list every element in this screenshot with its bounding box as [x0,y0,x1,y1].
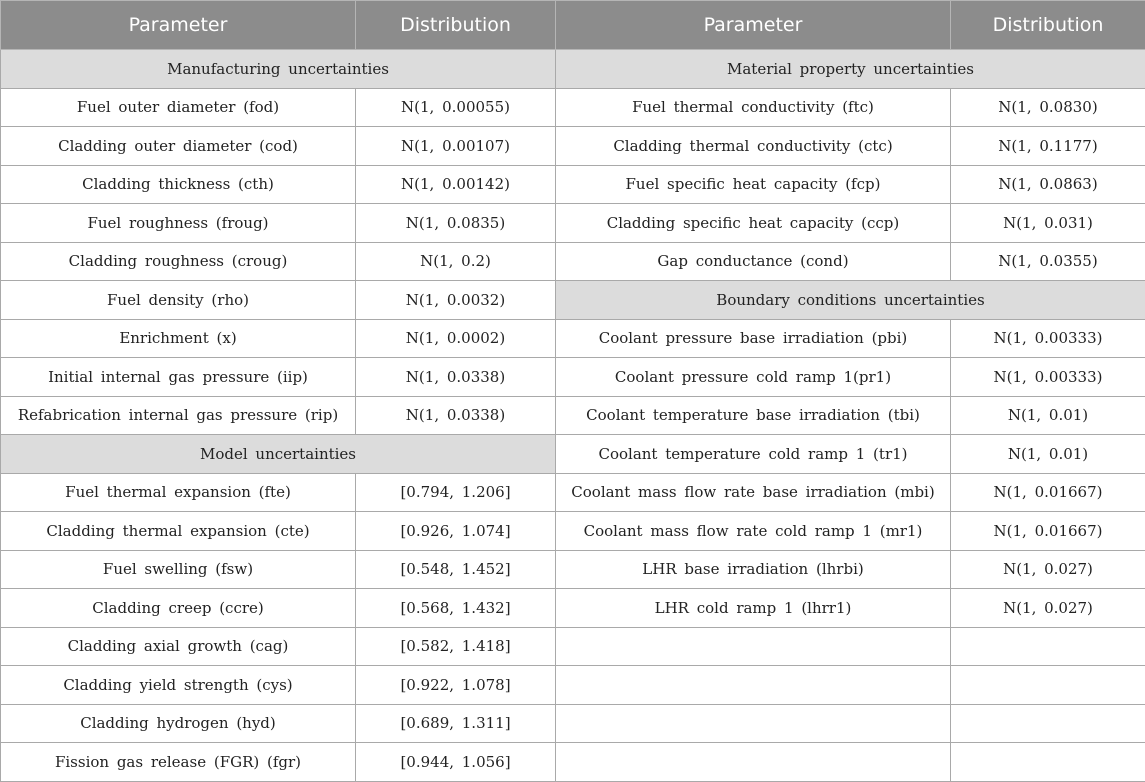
distribution-cell: N(1, 0.0338) [356,358,556,397]
table-row [1,704,1145,743]
distribution-cell: N(1, 0.00333) [951,319,1145,358]
table-row [1,281,1145,320]
parameter-cell: Cladding creep (ccre) [1,589,356,628]
table-row [1,396,1145,435]
empty-cell [951,704,1145,743]
parameter-cell: Gap conductance (cond) [556,242,951,281]
parameter-cell: Cladding hydrogen (hyd) [1,704,356,743]
distribution-cell: N(1, 0.00055) [356,88,556,127]
table-row [1,88,1145,127]
parameter-cell: Cladding yield strength (cys) [1,666,356,705]
header-parameter-left: Parameter [1,1,356,50]
parameter-cell: Cladding outer diameter (cod) [1,127,356,166]
parameter-cell: Cladding roughness (croug) [1,242,356,281]
table-row [1,127,1145,166]
distribution-cell: N(1, 0.00142) [356,165,556,204]
section-boundary: Boundary conditions uncertainties [556,281,1145,320]
parameter-cell: Fuel specific heat capacity (fcp) [556,165,951,204]
parameter-cell: Cladding thermal conductivity (ctc) [556,127,951,166]
parameter-cell: Coolant mass flow rate cold ramp 1 (mr1) [556,512,951,551]
section-manufacturing: Manufacturing uncertainties [1,50,556,89]
distribution-cell: N(1, 0.0338) [356,396,556,435]
table-row [1,242,1145,281]
distribution-cell: N(1, 0.0002) [356,319,556,358]
distribution-cell: N(1, 0.0863) [951,165,1145,204]
table-row [1,358,1145,397]
distribution-cell: [0.926, 1.074] [356,512,556,551]
empty-cell [556,704,951,743]
table-row [1,589,1145,628]
table-row [1,50,1145,89]
table-row [1,627,1145,666]
parameter-cell: LHR base irradiation (lhrbi) [556,550,951,589]
distribution-cell: N(1, 0.027) [951,550,1145,589]
table-row [1,204,1145,243]
parameter-cell: Fuel outer diameter (fod) [1,88,356,127]
section-model: Model uncertainties [1,435,556,474]
parameter-cell: Refabrication internal gas pressure (rip) [1,396,356,435]
distribution-cell: N(1, 0.027) [951,589,1145,628]
table-row [1,435,1145,474]
parameter-cell: LHR cold ramp 1 (lhrr1) [556,589,951,628]
distribution-cell: N(1, 0.0830) [951,88,1145,127]
parameter-cell: Coolant pressure cold ramp 1(pr1) [556,358,951,397]
distribution-cell: N(1, 0.0032) [356,281,556,320]
parameter-cell: Fission gas release (FGR) (fgr) [1,743,356,782]
empty-cell [951,666,1145,705]
parameter-cell: Enrichment (x) [1,319,356,358]
distribution-cell: [0.582, 1.418] [356,627,556,666]
parameter-cell: Fuel roughness (froug) [1,204,356,243]
distribution-cell: N(1, 0.0835) [356,204,556,243]
parameter-cell: Fuel thermal expansion (fte) [1,473,356,512]
table-row [1,512,1145,551]
parameter-cell: Coolant pressure base irradiation (pbi) [556,319,951,358]
header-row [1,1,1145,50]
parameter-cell: Cladding axial growth (cag) [1,627,356,666]
empty-cell [951,743,1145,782]
distribution-cell: N(1, 0.031) [951,204,1145,243]
distribution-cell: N(1, 0.01667) [951,512,1145,551]
table-row [1,319,1145,358]
empty-cell [556,627,951,666]
distribution-cell: N(1, 0.00333) [951,358,1145,397]
table-row [1,473,1145,512]
parameter-cell: Cladding thermal expansion (cte) [1,512,356,551]
table-row [1,743,1145,782]
empty-cell [556,743,951,782]
empty-cell [951,627,1145,666]
distribution-cell: N(1, 0.01667) [951,473,1145,512]
header-distribution-right: Distribution [951,1,1145,50]
distribution-cell: [0.568, 1.432] [356,589,556,628]
table-row [1,550,1145,589]
parameter-cell: Coolant temperature base irradiation (tbi) [556,396,951,435]
distribution-cell: [0.944, 1.056] [356,743,556,782]
parameter-cell: Cladding thickness (cth) [1,165,356,204]
distribution-cell: [0.548, 1.452] [356,550,556,589]
parameter-cell: Initial internal gas pressure (iip) [1,358,356,397]
parameter-cell: Coolant mass flow rate base irradiation (mbi) [556,473,951,512]
distribution-cell: N(1, 0.00107) [356,127,556,166]
parameter-cell: Cladding specific heat capacity (ccp) [556,204,951,243]
parameter-cell: Coolant temperature cold ramp 1 (tr1) [556,435,951,474]
distribution-cell: N(1, 0.01) [951,396,1145,435]
distribution-cell: N(1, 0.2) [356,242,556,281]
distribution-cell: N(1, 0.0355) [951,242,1145,281]
distribution-cell: [0.689, 1.311] [356,704,556,743]
header-distribution-left: Distribution [356,1,556,50]
distribution-cell: [0.922, 1.078] [356,666,556,705]
section-material: Material property uncertainties [556,50,1145,89]
empty-cell [556,666,951,705]
parameter-cell: Fuel swelling (fsw) [1,550,356,589]
distribution-cell: N(1, 0.1177) [951,127,1145,166]
distribution-cell: N(1, 0.01) [951,435,1145,474]
table-row [1,666,1145,705]
header-parameter-right: Parameter [556,1,951,50]
distribution-cell: [0.794, 1.206] [356,473,556,512]
parameter-cell: Fuel density (rho) [1,281,356,320]
table-row [1,165,1145,204]
parameter-cell: Fuel thermal conductivity (ftc) [556,88,951,127]
